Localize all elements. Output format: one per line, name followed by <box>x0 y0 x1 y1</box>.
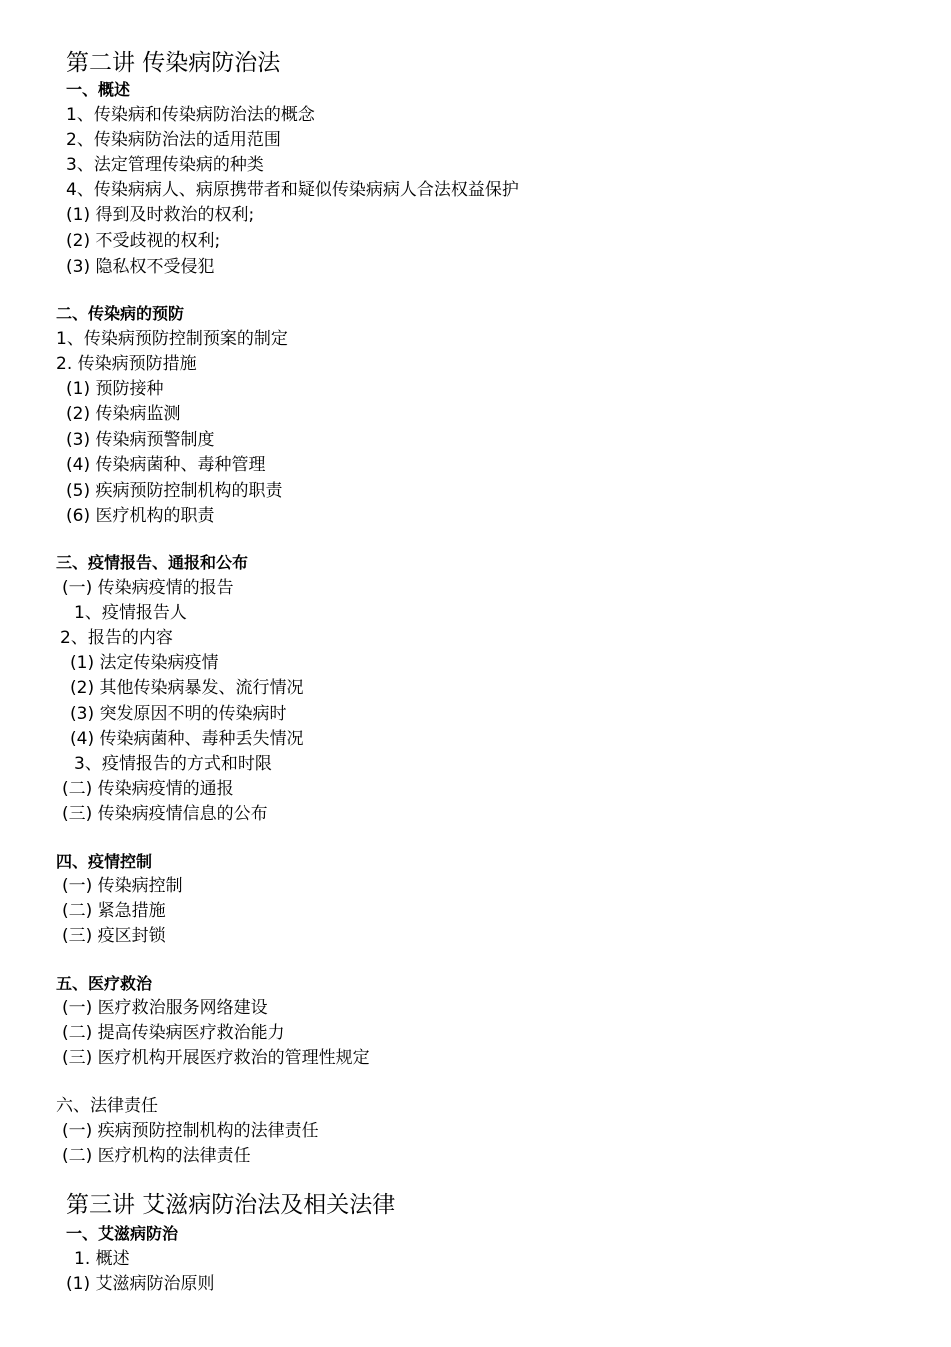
list-item: 3、疫情报告的方式和时限 <box>74 754 272 774</box>
lecture-2-title: 第二讲 传染病防治法 <box>66 50 281 76</box>
section-2-heading: 二、传染病的预防 <box>56 304 185 323</box>
list-item: 4、传染病病人、病原携带者和疑似传染病病人合法权益保护 <box>66 180 519 200</box>
list-item: (二) 医疗机构的法律责任 <box>62 1146 251 1166</box>
list-item: 3、法定管理传染病的种类 <box>66 155 264 175</box>
list-item: (一) 传染病疫情的报告 <box>62 578 234 598</box>
list-item: (1) 预防接种 <box>66 379 164 399</box>
lecture-3-section-1-heading: 一、艾滋病防治 <box>66 1224 179 1243</box>
list-item: (2) 不受歧视的权利; <box>66 231 221 251</box>
list-item: (三) 医疗机构开展医疗救治的管理性规定 <box>62 1048 370 1068</box>
list-item: 2、报告的内容 <box>60 628 173 648</box>
list-item: (三) 疫区封锁 <box>62 926 166 946</box>
list-item: (一) 医疗救治服务网络建设 <box>62 998 268 1018</box>
list-item: (一) 疾病预防控制机构的法律责任 <box>62 1121 319 1141</box>
list-item: 1. 概述 <box>74 1249 130 1269</box>
list-item: (1) 法定传染病疫情 <box>70 653 219 673</box>
list-item: (3) 传染病预警制度 <box>66 430 215 450</box>
lecture-3-title: 第三讲 艾滋病防治法及相关法律 <box>66 1192 396 1218</box>
list-item: 1、疫情报告人 <box>74 603 187 623</box>
list-item: (4) 传染病菌种、毒种管理 <box>66 455 266 475</box>
list-item: (2) 其他传染病暴发、流行情况 <box>70 678 304 698</box>
list-item: (二) 传染病疫情的通报 <box>62 779 234 799</box>
list-item: (一) 传染病控制 <box>62 876 183 896</box>
list-item: 1、传染病和传染病防治法的概念 <box>66 105 315 125</box>
list-item: (二) 紧急措施 <box>62 901 166 921</box>
section-6-heading: 六、法律责任 <box>56 1096 158 1116</box>
section-4-heading: 四、疫情控制 <box>56 852 153 871</box>
list-item: (1) 艾滋病防治原则 <box>66 1274 215 1294</box>
list-item: (4) 传染病菌种、毒种丢失情况 <box>70 729 304 749</box>
section-1-heading: 一、概述 <box>66 80 131 99</box>
list-item: (3) 突发原因不明的传染病时 <box>70 704 287 724</box>
list-item: 2. 传染病预防措施 <box>56 354 197 374</box>
section-3-heading: 三、疫情报告、通报和公布 <box>56 553 249 572</box>
list-item: 1、传染病预防控制预案的制定 <box>56 329 288 349</box>
list-item: (1) 得到及时救治的权利; <box>66 205 255 225</box>
list-item: (三) 传染病疫情信息的公布 <box>62 804 268 824</box>
list-item: (3) 隐私权不受侵犯 <box>66 257 215 277</box>
section-5-heading: 五、医疗救治 <box>56 974 153 993</box>
list-item: 2、传染病防治法的适用范围 <box>66 130 281 150</box>
list-item: (二) 提高传染病医疗救治能力 <box>62 1023 285 1043</box>
list-item: (6) 医疗机构的职责 <box>66 506 215 526</box>
list-item: (5) 疾病预防控制机构的职责 <box>66 481 283 501</box>
list-item: (2) 传染病监测 <box>66 404 181 424</box>
